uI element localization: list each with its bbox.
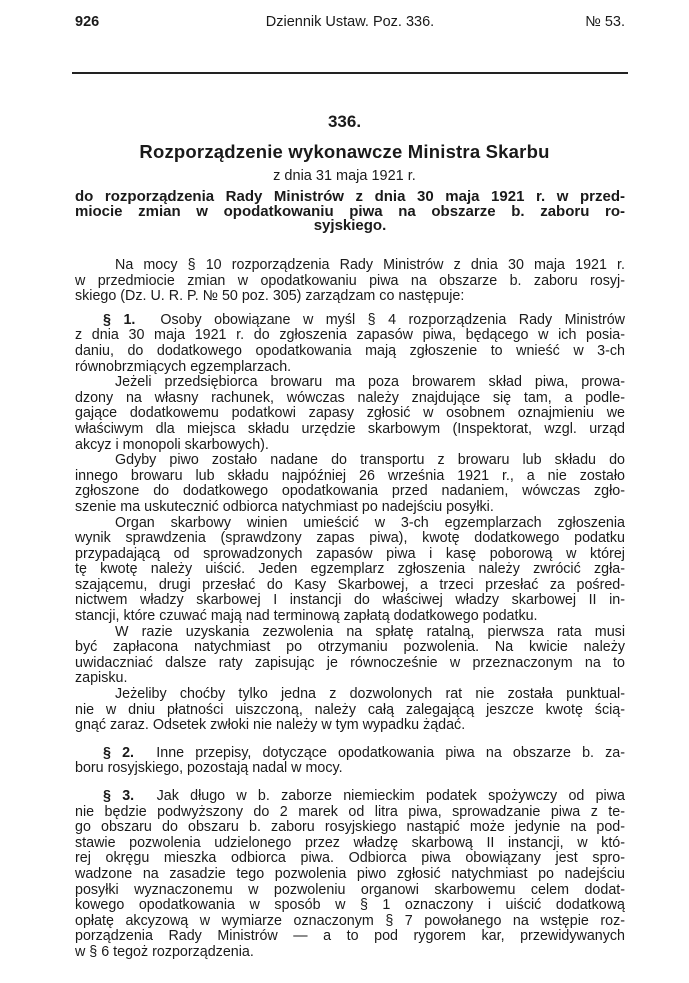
text-line: w przedmiocie zmian w opodatkowaniu piwa na obszarze b. zaboru rosyj- (75, 272, 625, 289)
text-line: rej okręgu mieszka odbiorca piwa. Odbiorca piwa obowiązany jest spro- (75, 850, 625, 867)
item-number: 336. (327, 112, 362, 131)
section-text: Osoby obowiązane w myśl § 4 rozporządzenia Rady Ministrów (160, 311, 625, 328)
paragraph (75, 516, 625, 625)
paragraph (75, 625, 625, 687)
subtitle-line: syjskiego. (313, 217, 387, 235)
subtitle-line: do rozporządzenia Rady Ministrów z dnia 30 maja 1921 r. w przed- (75, 188, 625, 205)
text-line: Organ skarbowy winien umieścić w 3-ch egzemplarzach zgłoszenia (115, 514, 625, 531)
text-line: zapisku. (75, 670, 128, 687)
text-line: opłatę akcyzową w wymiarze oznaczonym § 7 powołanego na wstępie roz- (75, 912, 625, 929)
text-line: Jeżeli przedsiębiorca browaru ma poza browarem skład piwa, prowa- (115, 374, 625, 391)
text-line (75, 789, 625, 805)
page-number: 926 (75, 14, 100, 30)
text-line: nictwem władzy skarbowej I instancji do właściwej władzy skarbowej II in- (75, 592, 625, 609)
text-line: wadzone na zasadzie tego pozwolenia piwo zgłosić natychmiast po nadejściu (75, 865, 625, 882)
section-paragraph (75, 746, 625, 777)
paragraph (75, 453, 625, 515)
section-text: Jak długo w b. zaborze niemieckim podatek spożywczy od piwa (156, 788, 625, 804)
paragraph (75, 687, 625, 734)
paragraph (75, 258, 625, 305)
text-line: kowego opodatkowania w sposób w § 1 oznaczony i uiścić dodatkową (75, 897, 625, 914)
text-line: porządzenia Rady Ministrów — a to pod rygorem kar, przewidywanych (75, 928, 625, 945)
document-body (75, 258, 625, 961)
text-line: nie w dniu płatności uiszczoną, należy całą zalegającą jeszcze kwotę ścią- (75, 701, 625, 718)
text-line: szenie ma uskutecznić odbiorca natychmiast po nadejściu posyłki. (75, 498, 494, 515)
text-line: nie będzie podwyższony do 2 marek od litra piwa, sprowadzanie piwa z te- (75, 803, 625, 820)
subtitle-line: miocie zmian w opodatkowaniu piwa na obszarze b. zaboru ro- (75, 202, 625, 220)
section-paragraph (75, 789, 625, 961)
text-line: daniu, do dodatkowego opodatkowania mają zgłoszenie to wnieść w 3-ch (75, 342, 625, 359)
text-line (75, 746, 625, 762)
text-line: posyłki wyznaczonemu w pozwoleniu organowi skarbowemu celem dodat- (75, 881, 625, 898)
text-line: Jeżeliby choćby tylko jedna z dozwolonych rat nie została punktual- (115, 686, 625, 703)
text-line: szającemu, drugi przesłać do Kasy Skarbowej, a trzeci przesłać za pośred- (75, 576, 625, 593)
text-line: tę kwotę należy uiścić. Jeden egzemplarz zgłoszenia należy zwrócić zgła- (75, 561, 625, 578)
journal-title: Dziennik Ustaw. Poz. 336. (265, 14, 435, 30)
text-line: zgłoszone do dodatkowego opodatkowania przed nadaniem, wówczas zgło- (75, 483, 625, 500)
text-line: równobrzmiących egzemplarzach. (75, 358, 292, 375)
text-line: uwidaczniać dalsze raty zapisując je równocześnie w przeznaczonym na to (75, 654, 625, 671)
running-header (75, 14, 625, 34)
header-rule (72, 72, 628, 74)
text-line: być zapłacona natychmiast po otrzymaniu pozwolenia. Na kwicie należy (75, 639, 625, 656)
text-line: boru rosyjskiego, pozostają nadal w mocy. (75, 760, 343, 777)
text-line: z dnia 30 maja 1921 r. do zgłoszenia zapasów piwa, będącego w ich posia- (75, 327, 625, 344)
document-subtitle (75, 190, 625, 234)
document-date: z dnia 31 maja 1921 r. (273, 168, 416, 184)
text-line: stancji, które czuwać mają nad terminową zapłatą dodatkowego podatku. (75, 608, 538, 625)
section-marker: § 1. (103, 311, 161, 328)
text-line: w § 6 tegoż rozporządzenia. (75, 943, 254, 960)
text-line: właściwym dla miejsca składu urzędzie skarbowym (Inspektorat, wzgl. urząd (75, 420, 625, 437)
text-line: stawie pozwolenia udzielonego przez władzę skarbową II instancji, w któ- (75, 834, 625, 851)
text-line: wynik sprawdzenia (sprawdzony zapas piwa), kwotę dodatkowego podatku (75, 530, 625, 547)
text-line: W razie uzyskania zezwolenia na spłatę ratalną, pierwsza rata musi (115, 623, 625, 640)
section-marker: § 3. (103, 788, 157, 804)
text-line: skiego (Dz. U. R. P. № 50 poz. 305) zarządzam co następuje: (75, 288, 465, 305)
section-marker: § 2. (103, 744, 157, 761)
text-line: Gdyby piwo zostało nadane do transportu z browaru lub składu do (115, 452, 625, 469)
text-line: Na mocy § 10 rozporządzenia Rady Ministrów z dnia 30 maja 1921 r. (115, 257, 625, 273)
text-line: gające dodatkowemu podatkowi zapasy zgłosić w osobnem oznajmieniu we (75, 405, 625, 422)
text-line: innego browaru lub składu najpóźniej 26 września 1921 r., a nie zostało (75, 467, 625, 484)
text-line: go obszaru do obszaru b. zaboru rosyjskiego nastąpić może jedynie na pod- (75, 819, 625, 836)
text-line: akcyz i monopoli skarbowych). (75, 436, 269, 453)
issue-number: № 53. (585, 14, 625, 30)
text-line: przypadającą od sprowadzonych zapasów piwa i kasę poborową w której (75, 545, 625, 562)
text-line: gnąć zaraz. Odsetek zwłoki nie należy w tym wypadku żądać. (75, 717, 466, 734)
document-title: Rozporządzenie wykonawcze Ministra Skarbu (139, 141, 550, 162)
paragraph (75, 375, 625, 453)
text-line: dzony na własny rachunek, wówczas należy znajdujące się tam, a podle- (75, 389, 625, 406)
text-line (75, 313, 625, 329)
section-text: Inne przepisy, dotyczące opodatkowania piwa na obszarze b. za- (156, 744, 625, 761)
section-paragraph (75, 313, 625, 375)
